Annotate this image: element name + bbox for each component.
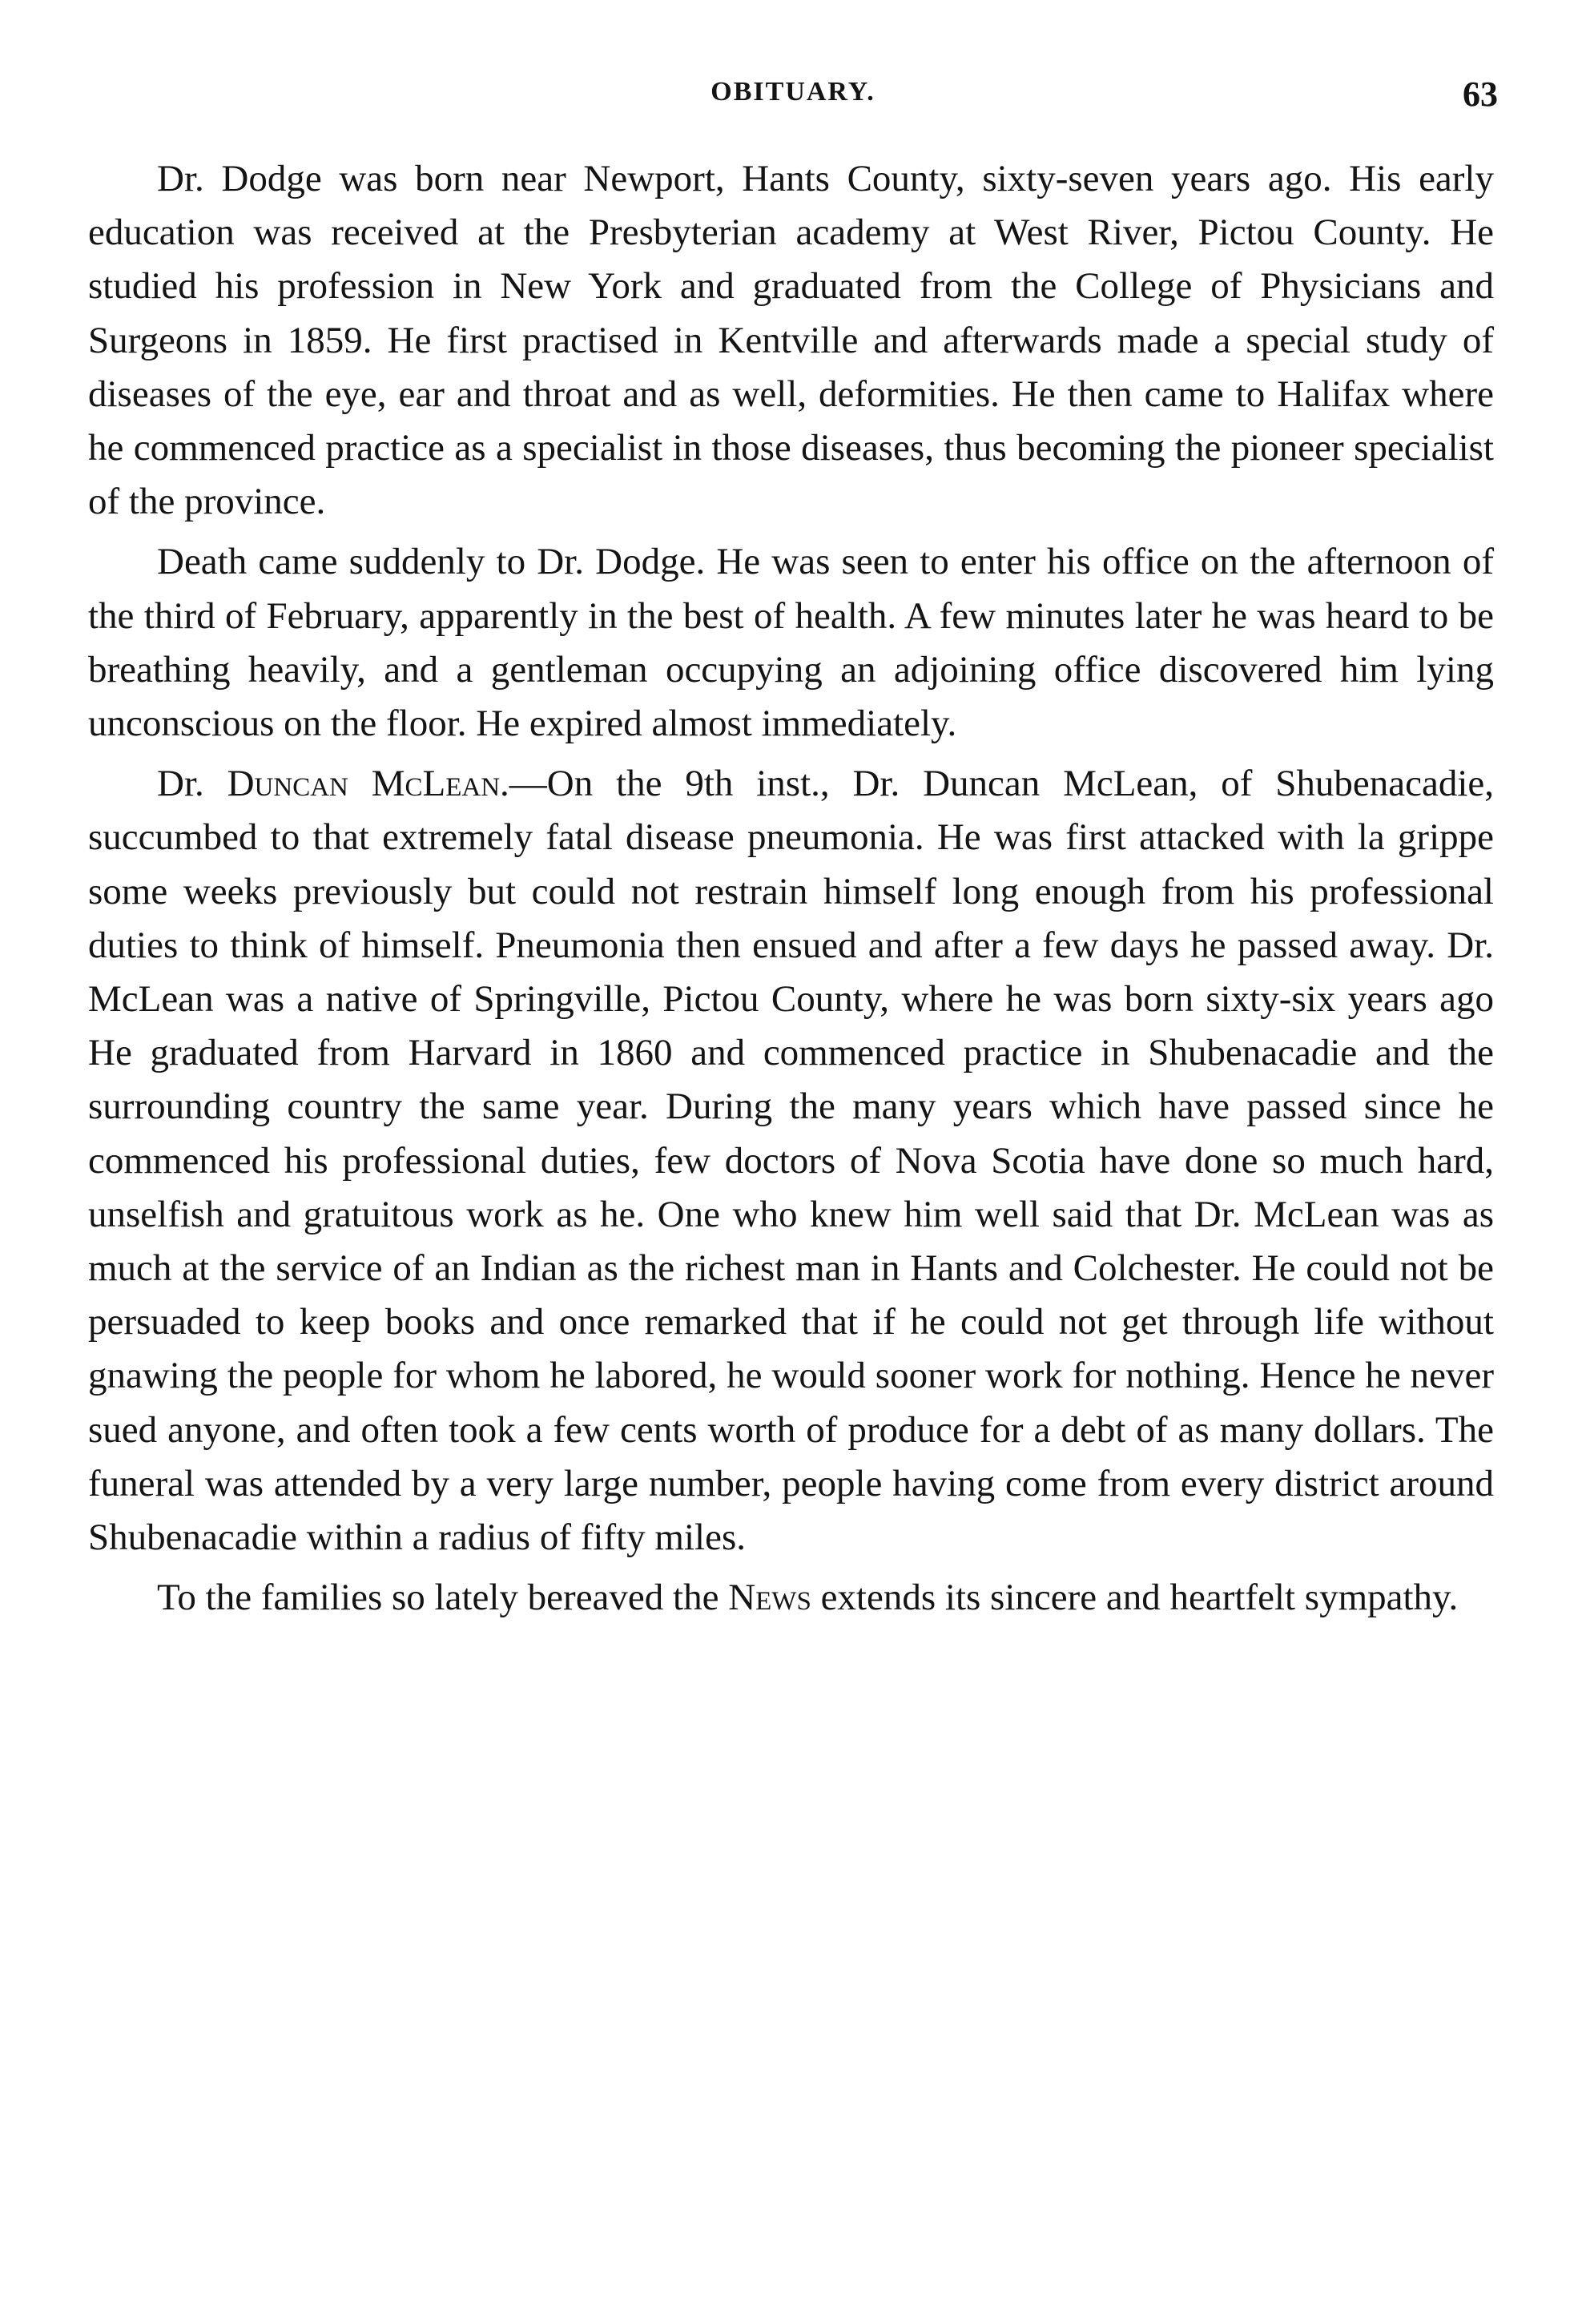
- paragraph-dodge-biography: Dr. Dodge was born near Newport, Hants County, sixty-seven years ago. His early education was received at the Presbyterian academy at West River, Pictou County. He studied his profession in New York and graduated from the College of Physicians and Surgeons in 1859. He first practised in Kentville and afterwards made a special study of diseases of the eye, ear and throat and as well, deformities. He then came to Halifax where he commenced practice as a specialist in those diseases, thus becoming the pioneer specialist of the province.: [88, 158, 1494, 523]
- obituary-body: [88, 152, 1494, 1631]
- paragraph-mclean-obituary: [88, 757, 1494, 1565]
- sympathy-text-after: extends its sincere and heartfelt sympathy.: [811, 1577, 1459, 1619]
- mclean-lead-name: Duncan McLean: [227, 763, 501, 805]
- paragraph-sympathy: [88, 1571, 1494, 1625]
- page-number: 63: [1463, 75, 1498, 114]
- mclean-lead-prefix: Dr.: [157, 763, 227, 805]
- mclean-lead-suffix: .—: [500, 763, 547, 805]
- mclean-body-text: On the 9th inst., Dr. Duncan McLean, of Shubenacadie, succumbed to that extremely fatal disease pneumonia. He was first attacked with la grippe some weeks previously but could not restrain himself long enough from his professional duties to think of himself. Pneumonia then ensued and after a few days he passed away. Dr. McLean was a native of Springville, Pictou County, where he was born sixty-six years ago He graduated from Harvard in 1860 and commenced practice in Shubenacadie and the surrounding country the same year. During the many years which have passed since he commenced his professional duties, few doctors of Nova Scotia have done so much hard, unselfish and gratuitous work as he. One who knew him well said that Dr. McLean was as much at the service of an Indian as the richest man in Hants and Colchester. He could not be persuaded to keep books and once remarked that if he could not get through life without gnawing the people for whom he labored, he would sooner work for nothing. Hence he never sued anyone, and often took a few cents worth of produce for a debt of as many dollars. The funeral was attended by a very large number, people having come from every district around Shubenacadie within a radius of fifty miles.: [88, 763, 1494, 1559]
- running-title: OBITUARY.: [710, 77, 876, 107]
- running-header: [88, 74, 1498, 122]
- paragraph-dodge-death: Death came suddenly to Dr. Dodge. He was seen to enter his office on the afternoon of the third of February, apparently in the best of health. A few minutes later he was heard to be breathing heavily, and a gentleman occupying an adjoining office discovered him lying unconscious on the floor. He expired almost immediately.: [88, 541, 1494, 745]
- sympathy-text-before: To the families so lately bereaved the: [157, 1577, 729, 1619]
- news-smallcaps: News: [728, 1577, 811, 1619]
